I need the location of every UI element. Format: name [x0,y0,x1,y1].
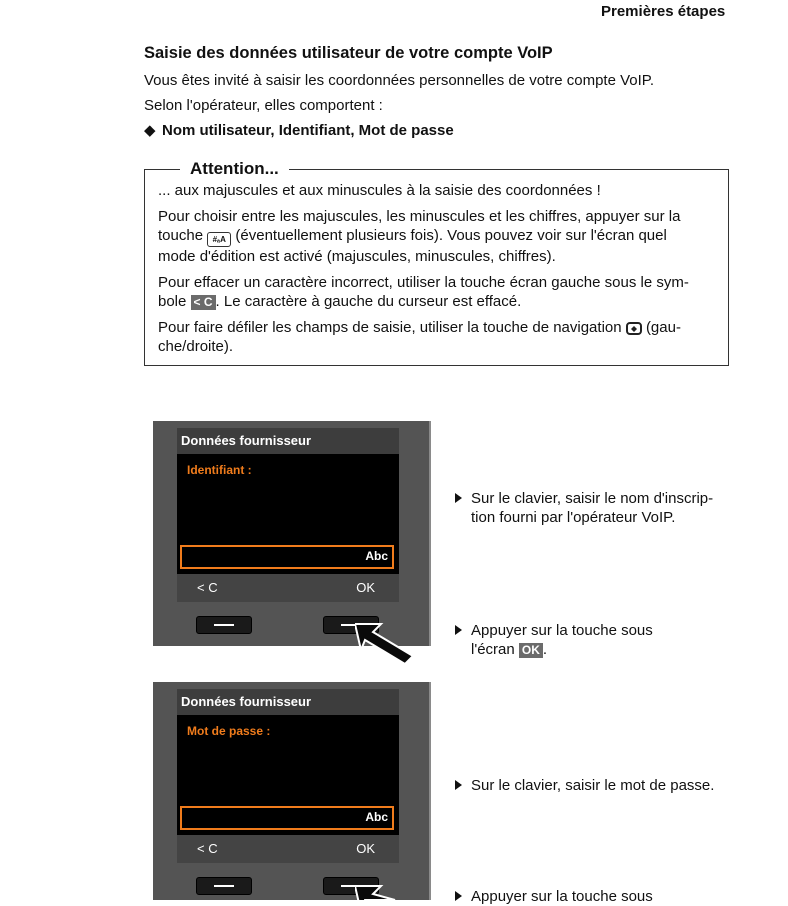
attention-title: Attention... [180,159,289,179]
left-hardware-key[interactable] [196,616,252,634]
phone-rim [429,421,431,646]
intro-paragraph-2: Selon l'opérateur, elles comportent : [144,97,383,114]
bullet-item [144,121,454,139]
clear-key-icon: < C [191,295,216,310]
attention-p4-line-a [158,318,718,337]
input-mode-indicator: Abc [365,549,388,563]
step-2-post: . [542,641,548,658]
identifiant-input[interactable] [180,545,394,569]
phone-mockup-1 [153,421,431,646]
phone-screen [177,715,399,835]
phone-screen [177,454,399,574]
attention-p3-pre: bole [158,293,187,310]
step-4 [455,887,735,906]
phone-screen-title: Données fournisseur [177,428,399,454]
attention-line-1: ... aux majuscules et aux minuscules à la saisie des coordonnées ! [158,182,601,199]
hash-key-icon: #ₐA [207,232,231,247]
pointer-arrow-icon [355,620,417,666]
bullet-text: Nom utilisateur, Identifiant, Mot de passe [162,122,454,139]
input-mode-indicator: Abc [365,810,388,824]
attention-paragraph-4 [158,318,718,356]
attention-p2-line-b [158,226,718,247]
softkey-bar [177,835,399,863]
step-1-line-a: Sur le clavier, saisir le nom d'inscrip- [471,490,714,507]
attention-p4-line-b: che/droite). [158,338,234,355]
field-label-mot-de-passe: Mot de passe : [187,724,271,738]
step-2-line-b [471,640,735,659]
softkey-ok[interactable]: OK [356,841,375,856]
step-3-text: Sur le clavier, saisir le mot de passe. [471,777,715,794]
attention-p4-pre: Pour faire défiler les champs de saisie, utiliser la touche de navigation [158,319,622,336]
softkey-clear[interactable]: < C [197,580,218,595]
attention-p4-post: (gau- [645,319,681,336]
step-arrow-icon [455,625,462,635]
pointer-arrow-icon [355,882,417,900]
step-2 [455,621,735,659]
step-arrow-icon [455,780,462,790]
attention-p3-post: . Le caractère à gauche du curseur est effacé. [215,293,522,310]
phone-mockup-2 [153,682,431,900]
step-1 [455,489,735,527]
diamond-bullet-icon: ◆ [144,122,156,139]
softkey-clear[interactable]: < C [197,841,218,856]
running-header: Premières étapes [601,3,726,20]
step-2-line-a: Appuyer sur la touche sous [471,622,653,639]
attention-p2-line-a: Pour choisir entre les majuscules, les minuscules et les chiffres, appuyer sur la [158,208,681,225]
attention-p3-line-a: Pour effacer un caractère incorrect, utiliser la touche écran gauche sous le sym- [158,274,689,291]
password-input[interactable] [180,806,394,830]
phone-screen-title: Données fournisseur [177,689,399,715]
attention-paragraph-2 [158,207,718,266]
step-3 [455,776,735,795]
softkey-ok[interactable]: OK [356,580,375,595]
attention-paragraph-3 [158,273,718,311]
field-label-identifiant: Identifiant : [187,463,252,477]
left-hardware-key[interactable] [196,877,252,895]
attention-p2-pre: touche [158,227,204,244]
attention-p3-line-b [158,292,718,311]
step-1-line-b: tion fourni par l'opérateur VoIP. [471,509,676,526]
step-2-pre: l'écran [471,641,515,658]
step-arrow-icon [455,493,462,503]
step-4-line-a: Appuyer sur la touche sous [471,888,653,905]
softkey-bar [177,574,399,602]
navigation-key-icon [626,322,642,335]
attention-p2-post: (éventuellement plusieurs fois). Vous pouvez voir sur l'écran quel [235,227,667,244]
phone-rim [429,682,431,900]
section-title: Saisie des données utilisateur de votre compte VoIP [144,44,553,62]
attention-p2-line-c: mode d'édition est activé (majuscules, minuscules, chiffres). [158,248,556,265]
ok-softkey-chip: OK [519,643,543,658]
intro-paragraph-1: Vous êtes invité à saisir les coordonnées personnelles de votre compte VoIP. [144,72,655,89]
